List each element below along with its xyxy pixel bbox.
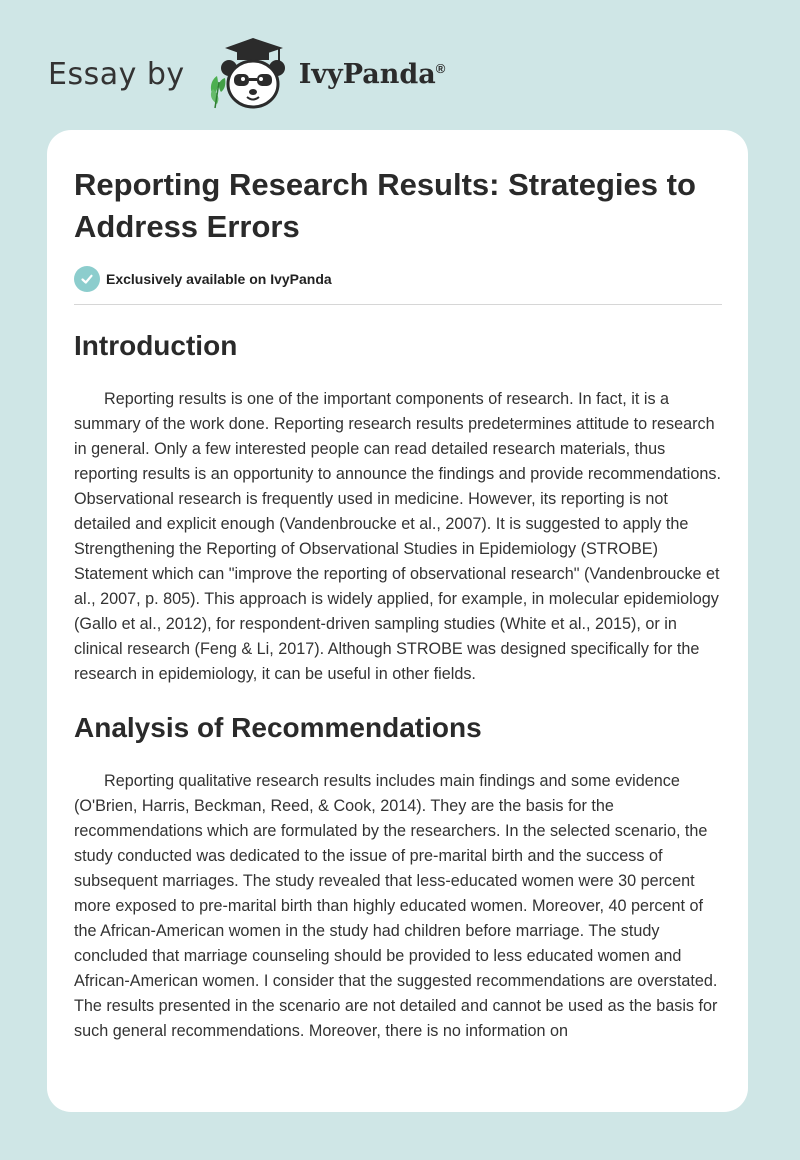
section-heading-analysis: Analysis of Recommendations bbox=[74, 712, 482, 743]
divider bbox=[74, 304, 722, 305]
exclusive-label: Exclusively available on IvyPanda bbox=[106, 271, 332, 287]
site-header bbox=[48, 34, 445, 114]
section-heading-introduction: Introduction bbox=[74, 330, 238, 361]
article-title: Reporting Research Results: Strategies to Address Errors bbox=[74, 167, 696, 244]
check-circle-icon bbox=[74, 266, 100, 292]
exclusive-badge bbox=[74, 266, 722, 292]
brand-name[interactable]: IvyPanda® bbox=[298, 58, 446, 90]
article-content bbox=[74, 164, 722, 1044]
section-paragraph-analysis: Reporting qualitative research results includes main findings and some evidence (O'Brien, Harris, Beckman, Reed, & Cook, 2014). They are the basis for the recommendations which are formulated by the researchers. In the selected scenario, the study conducted was dedicated to the issue of pre-marital birth and the success of subsequent marriages. The study revealed that less-educated women were 30 percent more exposed to pre-marital birth than highly educated women. Moreover, 40 percent of the African-American women in the study had children before marriage. The study concluded that marriage counseling should be provided to less educated women and African-American women. I consider that the suggested recommendations are overstated. The results presented in the scenario are not detailed and cannot be used as the basis for such general recommendations. Moreover, there is no information on bbox=[74, 772, 718, 1040]
section-paragraph-introduction: Reporting results is one of the important components of research. In fact, it is a summary of the work done. Reporting research results predetermines attitude to research in general. Only a few interested people can read detailed research materials, thus reporting results is an opportunity to announce the findings and provide recommendations. Observational research is frequently used in medicine. However, its reporting is not detailed and explicit enough (Vandenbroucke et al., 2007). It is suggested to apply the Strengthening the Reporting of Observational Studies in Epidemiology (STROBE) Statement which can "improve the reporting of observational research" (Vandenbroucke et al., 2007, p. 805). This approach is widely applied, for example, in molecular epidemiology (Gallo et al., 2012), for respondent-driven sampling studies (White et al., 2015), or in clinical research (Feng & Li, 2017). Although STROBE was designed specifically for the research in epidemiology, it can be useful in other fields. bbox=[74, 390, 721, 683]
essay-by-label: Essay by bbox=[48, 56, 185, 92]
panda-logo-icon[interactable] bbox=[203, 34, 291, 114]
article-card bbox=[47, 130, 748, 1112]
registered-mark: ® bbox=[435, 60, 446, 76]
